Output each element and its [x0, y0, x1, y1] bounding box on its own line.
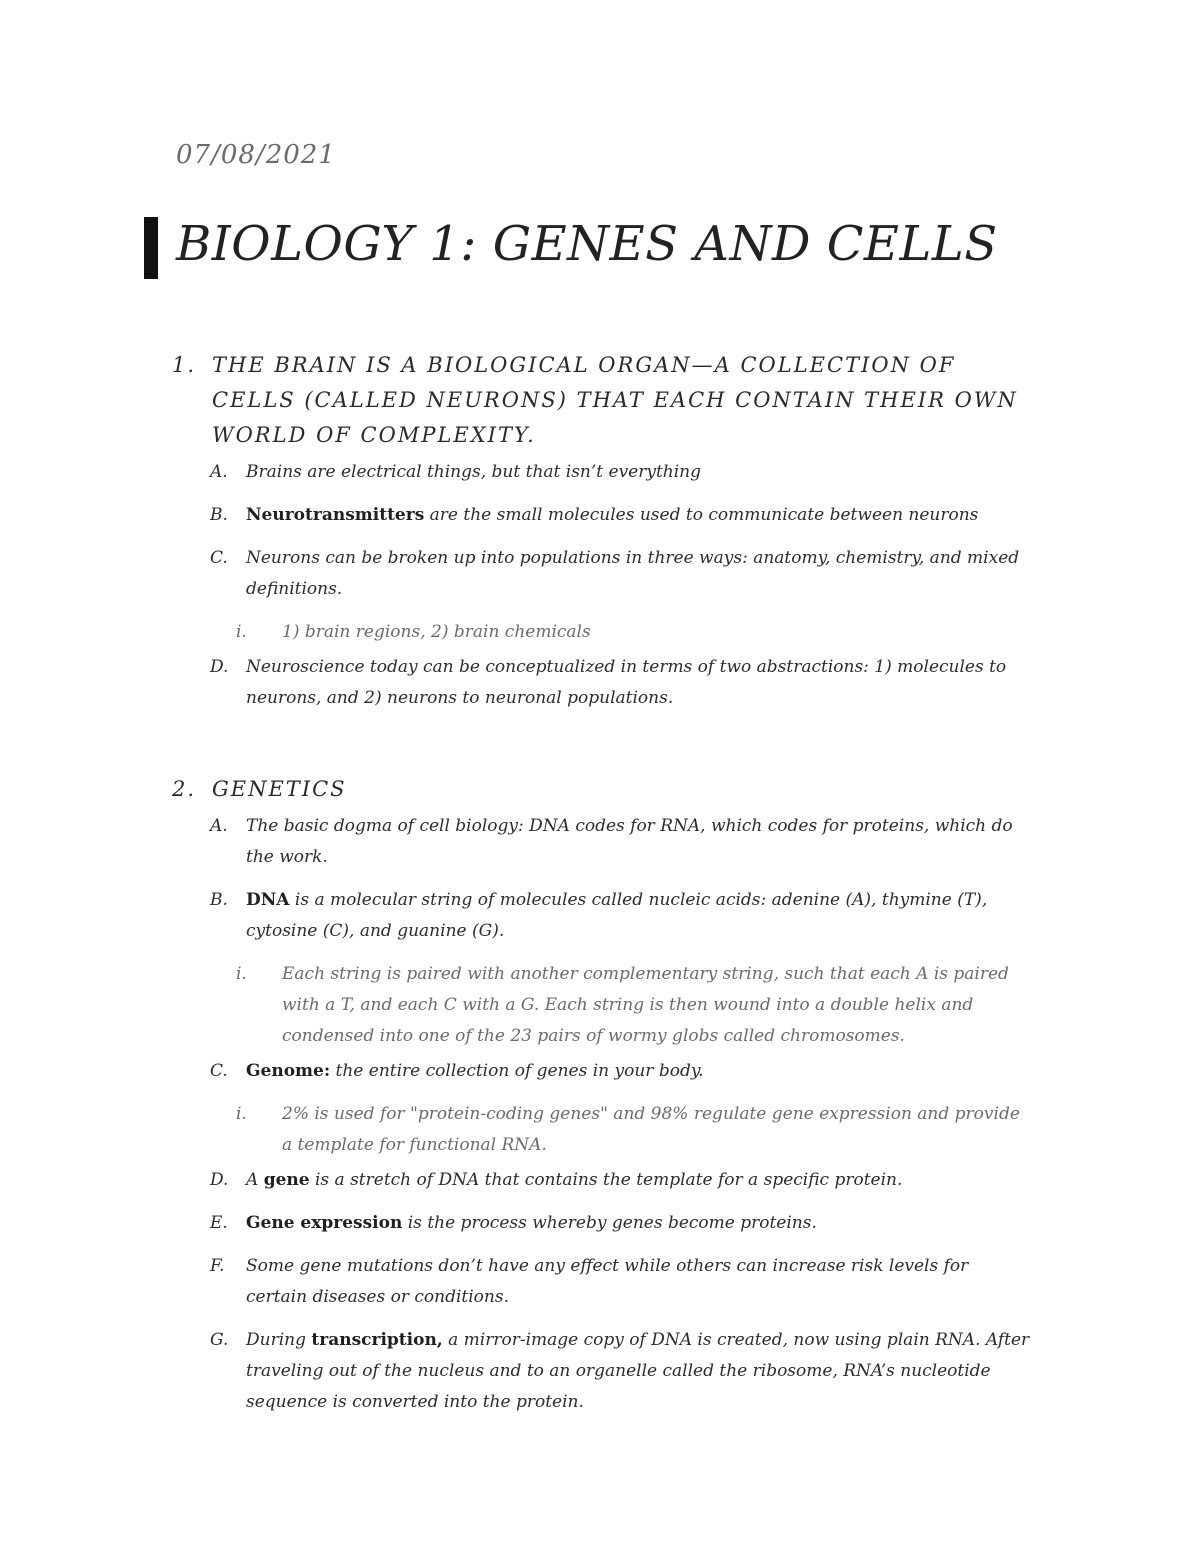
- item-text-body: Some gene mutations don’t have any effect while others can increase risk levels for certain diseases or conditions.: [246, 1256, 969, 1307]
- list-item: [210, 543, 1032, 605]
- item-text-prefix: A: [246, 1170, 264, 1190]
- key-term: transcription,: [311, 1330, 443, 1350]
- key-term: gene: [263, 1170, 310, 1190]
- document-title: BIOLOGY 1: GENES AND CELLS: [176, 216, 998, 272]
- section-heading: [172, 772, 1032, 807]
- item-marker: F.: [210, 1256, 225, 1276]
- item-marker: C.: [210, 1061, 228, 1081]
- item-text: [246, 1165, 1032, 1196]
- item-text-body: is the process whereby genes become proteins.: [402, 1213, 817, 1233]
- list-item: [210, 1165, 1032, 1196]
- section-heading-text: GENETICS: [212, 777, 347, 801]
- key-term: Gene expression: [246, 1213, 403, 1233]
- item-text-body: Brains are electrical things, but that isn’t everything: [246, 462, 702, 482]
- item-marker: B.: [210, 890, 228, 910]
- list-item: [210, 1056, 1032, 1087]
- list-item: [210, 1325, 1032, 1418]
- item-marker: C.: [210, 548, 228, 568]
- item-marker: A.: [210, 816, 228, 836]
- item-marker: A.: [210, 462, 228, 482]
- item-text: [246, 500, 1032, 531]
- item-text-prefix: During: [246, 1330, 312, 1350]
- document-date: 07/08/2021: [176, 140, 336, 170]
- section-heading-text: THE BRAIN IS A BIOLOGICAL ORGAN—A COLLECTION OF CELLS (CALLED NEURONS) THAT EACH CONTAIN THEIR OWN WORLD OF COMPLEXITY.: [212, 353, 1018, 447]
- item-text-body: a mirror-image copy of DNA is created, now using plain RNA. After traveling out of the nucleus and to an organelle called the ribosome, RNA’s nucleotide sequence is converted into the protein.: [246, 1330, 1030, 1412]
- item-marker: G.: [210, 1330, 229, 1350]
- item-text-body: Neurons can be broken up into populations in three ways: anatomy, chemistry, and mixed definitions.: [246, 548, 1020, 599]
- list-item: [210, 457, 1032, 488]
- item-text: [246, 1056, 1032, 1087]
- item-marker: i.: [236, 622, 247, 642]
- key-term: Neurotransmitters: [246, 505, 425, 525]
- item-text: [246, 1208, 1032, 1239]
- item-text: [246, 457, 1032, 488]
- sub-item: [236, 617, 1032, 648]
- item-text: [246, 811, 1032, 873]
- item-text: [246, 1325, 1032, 1418]
- list-item: [210, 885, 1032, 947]
- heading-accent-bar: [144, 217, 158, 279]
- item-text-body: The basic dogma of cell biology: DNA codes for RNA, which codes for proteins, which do the work.: [246, 816, 1013, 867]
- item-marker: i.: [236, 1104, 247, 1124]
- section-heading: [172, 348, 1032, 453]
- item-text-body: is a stretch of DNA that contains the template for a specific protein.: [309, 1170, 903, 1190]
- section-number: 2.: [172, 777, 197, 801]
- item-text-body: Neuroscience today can be conceptualized in terms of two abstractions: 1) molecules to neurons, and 2) neurons to neuronal populations.: [246, 657, 1007, 708]
- item-text-body: are the small molecules used to communicate between neurons: [424, 505, 979, 525]
- sub-item: [236, 1099, 1032, 1161]
- item-marker: i.: [236, 964, 247, 984]
- item-text-body: Each string is paired with another complementary string, such that each A is paired with a T, and each C with a G. Each string is then wound into a double helix and condensed into one of the 23 pairs of wormy globs called chromosomes.: [282, 964, 1009, 1046]
- key-term: DNA: [246, 890, 290, 910]
- item-text-body: is a molecular string of molecules called nucleic acids: adenine (A), thymine (T), cytosine (C), and guanine (G).: [246, 890, 988, 941]
- key-term: Genome:: [246, 1061, 331, 1081]
- item-text-body: 2% is used for "protein-coding genes" and 98% regulate gene expression and provide a template for functional RNA.: [282, 1104, 1020, 1155]
- item-marker: B.: [210, 505, 228, 525]
- item-text: [246, 652, 1032, 714]
- item-marker: D.: [210, 657, 229, 677]
- item-text: [246, 543, 1032, 605]
- section-number: 1.: [172, 353, 197, 377]
- list-item: [210, 652, 1032, 714]
- list-item: [210, 500, 1032, 531]
- list-item: [210, 1208, 1032, 1239]
- item-text: [246, 1251, 1032, 1313]
- section-2: [172, 772, 1032, 1418]
- item-text-body: 1) brain regions, 2) brain chemicals: [282, 622, 591, 642]
- sub-item: [236, 959, 1032, 1052]
- list-item: [210, 811, 1032, 873]
- item-marker: D.: [210, 1170, 229, 1190]
- item-marker: E.: [210, 1213, 228, 1233]
- item-text-body: the entire collection of genes in your body.: [330, 1061, 704, 1081]
- section-1: [172, 348, 1032, 714]
- list-item: [210, 1251, 1032, 1313]
- item-text: [246, 885, 1032, 947]
